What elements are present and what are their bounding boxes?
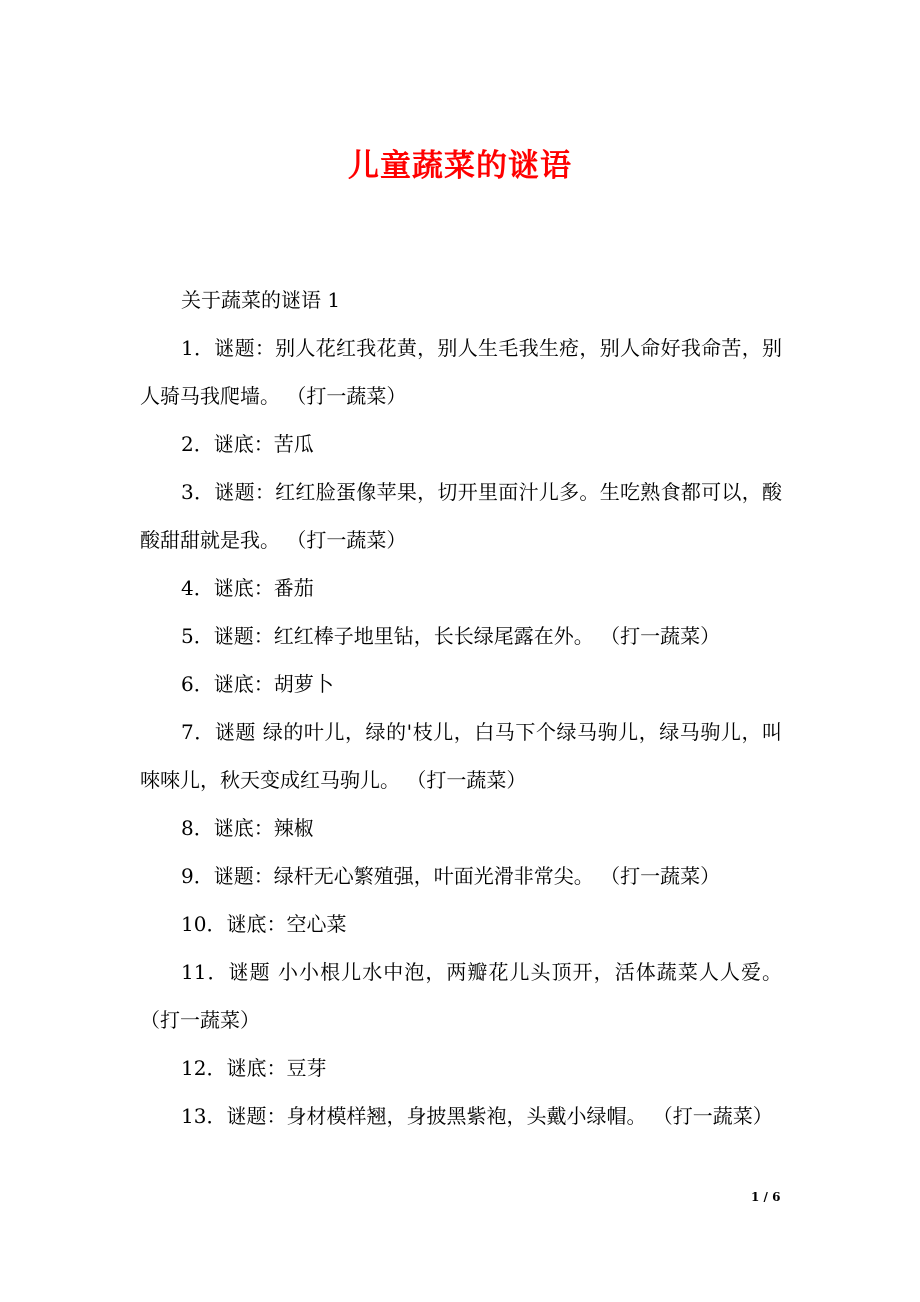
paragraph-riddle-13: 13．谜题：身材模样翘，身披黑紫袍，头戴小绿帽。 （打一蔬菜）: [181, 1104, 773, 1128]
paragraph-riddle-3: 3．谜题：红红脸蛋像苹果，切开里面汁儿多。生吃熟食都可以，酸酸甜甜就是我。 （打一蔬菜）: [140, 480, 782, 552]
paragraph-answer-10: 10．谜底：空心菜: [181, 912, 347, 936]
paragraph-answer-8: 8．谜底：辣椒: [181, 816, 314, 840]
paragraph-answer-2: 2．谜底：苦瓜: [181, 432, 314, 456]
document-title: 儿童蔬菜的谜语: [348, 148, 572, 184]
paragraph-answer-4: 4．谜底：番茄: [181, 576, 314, 600]
page-number: 1 / 6: [751, 1190, 781, 1204]
paragraph-section-heading: 关于蔬菜的谜语 1: [181, 288, 341, 312]
paragraph-riddle-1: 1．谜题：别人花红我花黄，别人生毛我生疮，别人命好我命苦，别人骑马我爬墙。 （打一蔬菜）: [140, 336, 782, 408]
document-body: [140, 276, 782, 1140]
paragraph-riddle-9: 9．谜题：绿杆无心繁殖强，叶面光滑非常尖。 （打一蔬菜）: [181, 864, 721, 888]
paragraph-answer-12: 12．谜底：豆芽: [181, 1056, 327, 1080]
paragraph-answer-6: 6．谜底：胡萝卜: [181, 672, 334, 696]
paragraph-riddle-11: 11．谜题 小小根儿水中泡，两瓣花儿头顶开，活体蔬菜人人爱。 （打一蔬菜）: [140, 960, 782, 1032]
paragraph-riddle-5: 5．谜题：红红棒子地里钻，长长绿尾露在外。 （打一蔬菜）: [181, 624, 721, 648]
paragraph-riddle-7: 7．谜题 绿的叶儿，绿的'枝儿，白马下个绿马驹儿，绿马驹儿，叫唻唻儿，秋天变成红马驹儿。 （打一蔬菜）: [140, 720, 782, 792]
